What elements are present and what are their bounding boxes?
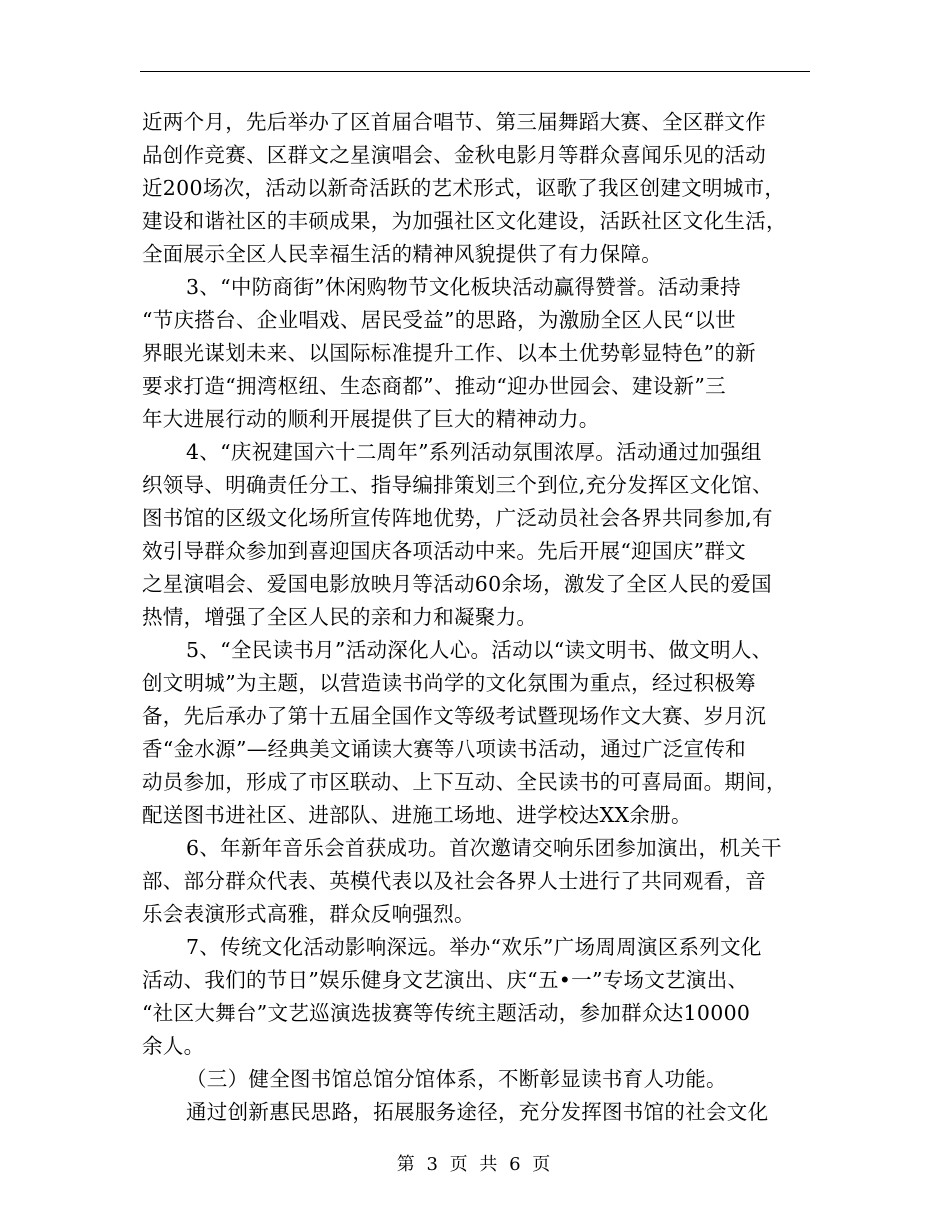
text-line: 部、部分群众代表、英模代表以及社会各界人士进行了共同观看，音	[142, 869, 766, 893]
paragraph-section-3-body	[142, 1096, 822, 1129]
text-line: 活动、我们的节日”娱乐健身文艺演出、庆“五•一”专场文艺演出、	[142, 968, 749, 992]
text-line: 6、年新年音乐会首获成功。首次邀请交响乐团参加演出，机关干	[186, 836, 782, 860]
paragraph-item-6	[142, 832, 822, 931]
text-line: 7、传统文化活动影响深远。举办“欢乐”广场周周演区系列文化	[186, 935, 762, 959]
text-line: 效引导群众参加到喜迎国庆各项活动中来。先后开展“迎国庆”群文	[142, 539, 746, 563]
page-number: 第 3 页 共 6 页	[396, 1154, 554, 1175]
text-line: 配送图书进社区、进部队、进施工场地、进学校达XX余册。	[142, 803, 692, 827]
text-line: 建设和谐社区的丰硕成果，为加强社区文化建设，活跃社区文化生活，	[142, 209, 787, 233]
text-line: 通过创新惠民思路，拓展服务途径，充分发挥图书馆的社会文化	[186, 1100, 769, 1124]
text-line: 创文明城”为主题，以营造读书尚学的文化氛围为重点，经过积极筹	[142, 671, 756, 695]
text-line: 要求打造“拥湾枢纽、生态商都”、推动“迎办世园会、建设新”三	[142, 374, 726, 398]
text-line: 界眼光谋划未来、以国际标准提升工作、以本土优势彰显特色”的新	[142, 341, 756, 365]
text-line: “节庆搭台、企业唱戏、居民受益”的思路，为激励全区人民“以世	[142, 308, 736, 332]
text-line: （三）健全图书馆总馆分馆体系，不断彰显读书育人功能。	[186, 1067, 727, 1091]
document-body	[142, 106, 822, 1129]
text-line: 乐会表演形式高雅，群众反响强烈。	[142, 902, 475, 926]
text-line: 年大进展行动的顺利开展提供了巨大的精神动力。	[142, 407, 600, 431]
text-line: “社区大舞台”文艺巡演选拔赛等传统主题活动，参加群众达10000	[142, 1001, 751, 1025]
text-line: 近200场次，活动以新奇活跃的艺术形式，讴歌了我区创建文明城市，	[142, 176, 786, 200]
paragraph-item-5	[142, 634, 822, 832]
text-line: 织领导、明确责任分工、指导编排策划三个到位,充分发挥区文化馆、	[142, 473, 773, 497]
header-rule	[140, 71, 810, 72]
text-line: 3、“中防商街”休闲购物节文化板块活动赢得赞誉。活动秉持	[186, 275, 741, 299]
text-line: 图书馆的区级文化场所宣传阵地优势，广泛动员社会各界共同参加,有	[142, 506, 773, 530]
text-line: 全面展示全区人民幸福生活的精神风貌提供了有力保障。	[142, 242, 662, 266]
text-line: 备，先后承办了第十五届全国作文等级考试暨现场作文大赛、岁月沉	[142, 704, 766, 728]
text-line: 近两个月，先后举办了区首届合唱节、第三届舞蹈大赛、全区群文作	[142, 110, 766, 134]
paragraph-item-7	[142, 931, 822, 1063]
section-heading	[142, 1063, 822, 1096]
text-line: 4、“庆祝建国六十二周年”系列活动氛围浓厚。活动通过加强组	[186, 440, 762, 464]
text-line: 之星演唱会、爱国电影放映月等活动60余场，激发了全区人民的爱国	[142, 572, 772, 596]
text-line: 余人。	[142, 1034, 205, 1058]
text-line: 品创作竞赛、区群文之星演唱会、金秋电影月等群众喜闻乐见的活动	[142, 143, 766, 167]
paragraph-continuation	[142, 106, 822, 271]
text-line: 5、“全民读书月”活动深化人心。活动以“读文明书、做文明人、	[186, 638, 773, 662]
paragraph-item-4	[142, 436, 822, 634]
paragraph-item-3	[142, 271, 822, 436]
text-line: 香“金水源”—经典美文诵读大赛等八项读书活动，通过广泛宣传和	[142, 737, 746, 761]
text-line: 热情，增强了全区人民的亲和力和凝聚力。	[142, 605, 538, 629]
text-line: 动员参加，形成了市区联动、上下互动、全民读书的可喜局面。期间，	[142, 770, 787, 794]
